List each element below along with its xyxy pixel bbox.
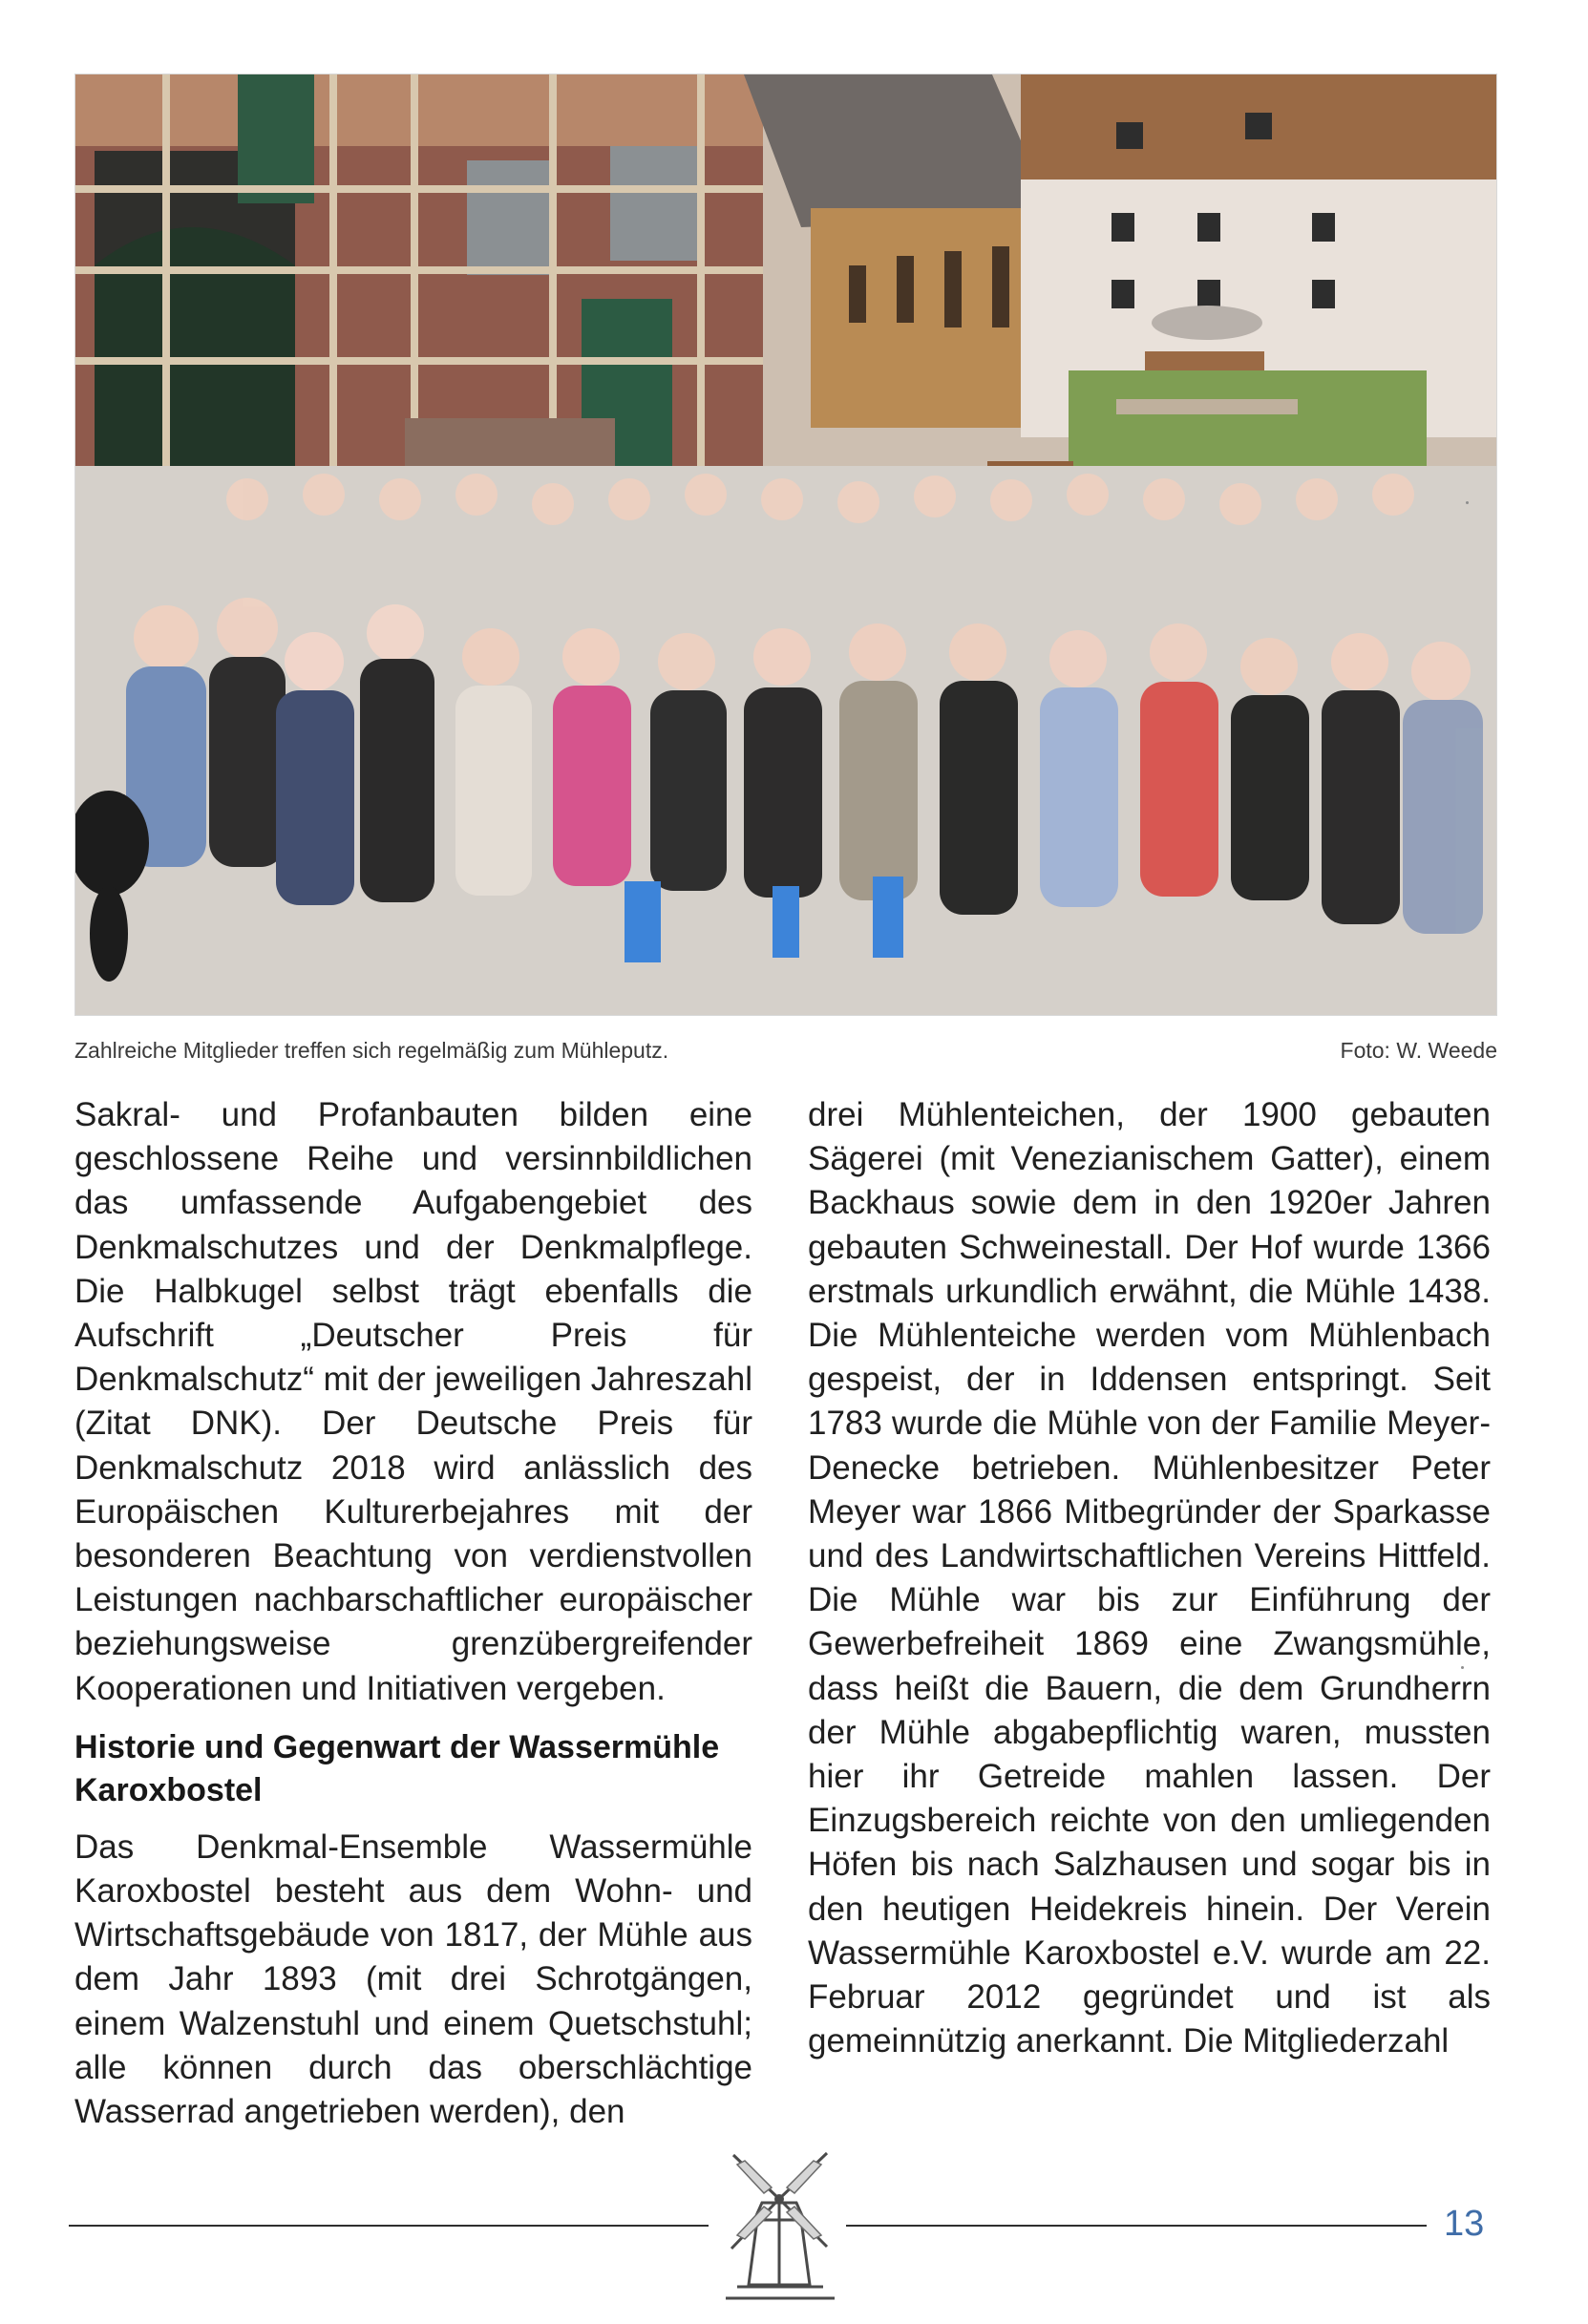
windmill-icon: [714, 2144, 843, 2311]
footer-left-rule: [69, 2225, 709, 2227]
photo-caption: Zahlreiche Mitglieder treffen sich regelmäßig zum Mühleputz.: [74, 1038, 669, 1063]
page-number: 13: [1444, 2204, 1485, 2244]
right-column: [808, 1093, 1491, 2063]
left-column: [74, 1093, 752, 2134]
group-photo: [74, 74, 1497, 1016]
left-column-paragraph-2: Das Denkmal-Ensemble Wassermühle Karoxbostel besteht aus dem Wohn- und Wirtschaftsgebäude von 1817, der Mühle aus dem Jahr 1893 (mit drei Schrotgängen, einem Walzenstuhl und einem Quetschstuhl; alle können durch das oberschlächtige Wasserrad angetrieben werden), den: [74, 1828, 752, 2131]
print-speck: [1466, 501, 1469, 504]
photo-credit: Foto: W. Weede: [1340, 1038, 1497, 1063]
print-speck: [1461, 1666, 1464, 1669]
section-heading: Historie und Gegenwart der Wassermühle Karoxbostel: [74, 1728, 720, 1808]
footer-right-rule: [846, 2225, 1427, 2227]
left-column-paragraph-1: Sakral- und Profanbauten bilden eine geschlossene Reihe und versinnbildlichen das umfassende Aufgabengebiet des Denkmalschutzes und der Denkmalpflege. Die Halbkugel selbst trägt ebenfalls die Aufschrift „Deutscher Preis für Denkmalschutz“ mit der jeweiligen Jahreszahl (Zitat DNK). Der Deutsche Preis für Denkmalschutz 2018 wird anlässlich des Europäischen Kulturerbejahres mit der besonderen Beachtung von verdienstvollen Leistungen nachbarschaftlicher europäischer beziehungsweise grenzübergreifender Kooperationen und Initiativen vergeben.: [74, 1096, 753, 1707]
group-photo-illustration: [75, 74, 1496, 1015]
right-column-paragraph: drei Mühlenteichen, der 1900 gebauten Sägerei (mit Venezianischem Gatter), einem Backhaus sowie dem in den 1920er Jahren gebauten Schweinestall. Der Hof wurde 1366 erstmals urkundlich erwähnt, die Mühle 1438. Die Mühlenteiche werden vom Mühlenbach gespeist, der in Iddensen entspringt. Seit 1783 wurde die Mühle von der Familie Meyer-Denecke betrieben. Mühlenbesitzer Peter Meyer war 1866 Mitbegründer der Sparkasse und des Landwirtschaftlichen Vereins Hittfeld. Die Mühle war bis zur Einführung der Gewerbefreiheit 1869 eine Zwangsmühle, dass heißt die Bauern, die dem Grundherrn der Mühle abgabepflichtig waren, mussten hier ihr Getreide mahlen lassen. Der Einzugsbereich reichte von den umliegenden Höfen bis nach Salzhausen und sogar bis in den heutigen Heidekreis hinein. Der Verein Wassermühle Karoxbostel e.V. wurde am 22. Februar 2012 gegründet und ist als gemeinnützig anerkannt. Die Mitgliederzahl: [808, 1096, 1491, 2060]
